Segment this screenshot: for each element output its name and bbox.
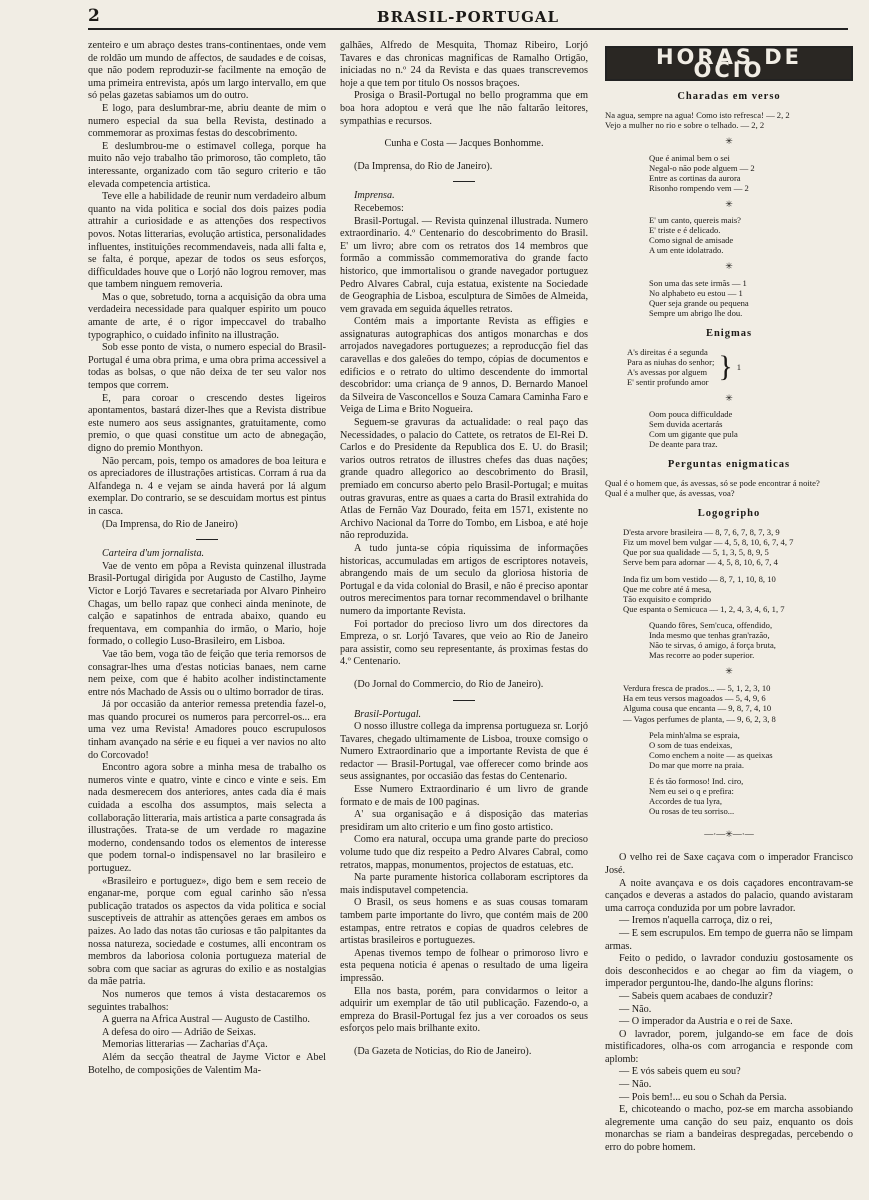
paragraph: Nos numeros que temos á vista destacaremos os seguintes trabalhos: (88, 988, 326, 1013)
logogripho-block-4 (605, 683, 853, 724)
paragraph: Sob esse ponto de vista, o numero especial do Brasil-Portugal é uma obra prima, e uma obra prima accessivel a todas as bolsas, o que não deixa de ter seu valor nos tempos que correm. (88, 342, 326, 392)
paragraph: E logo, para deslumbrar-me, abriu deante de mim o numero especial da sua bella Revista, destinado a commemorar as proximas festas do descobrimento. (88, 102, 326, 140)
paragraph: Como era natural, occupa uma grande parte do precioso volume tudo que diz respeito a Pedro Alvares Cabral, como retratos, mappas, monumentos, projectos de estatuas, etc. (340, 834, 588, 871)
puzzle-line: Ou rosas de teu sorriso... (649, 805, 735, 816)
puzzle-line: Inda mesmo que tenhas gran'razão, (649, 630, 770, 641)
brace-icon: } (718, 349, 733, 383)
puzzle-line: Não te sirvas, ó amigo, á força bruta, (649, 640, 776, 651)
paragraph: Teve elle a habilidade de reunir num verdadeiro album quanto na vida politica e social dos dois paizes podia attrahir a curiosidade e as attenções dos respectivos povos. Notas litterarias, evolução artistica, personalidades influentes, instituições recommendaveis, nada alli falta e, se falta, é porque, apezar de todos os seus esforços, difficuldades houve que o Lorjó não logrou remover, mas que tambem ninguem removeria. (88, 191, 326, 291)
paragraph: Não percam, pois, tempo os amadores de boa leitura e os apreciadores de illustrações artisticas. Corram á rua da Alfandega n. 4 e vejam se ainda haverá por lá algum exemplar. Do contrario, se se descuidam mortus est pintus in casca. (88, 455, 326, 517)
puzzle-line: A's direitas é a segunda (627, 346, 708, 357)
puzzle-line: Como signal de amisade (649, 235, 734, 246)
story-paragraph: — Não. (619, 1003, 652, 1015)
column-middle (340, 40, 588, 1059)
puzzle-line: Accordes de tua lyra, (649, 795, 723, 806)
paragraph: Mas o que, sobretudo, torna a acquisição da obra uma verdadeira necessidade para qualquer espirito um pouco amante de arte, é o rigor impeccavel do trabalho typographico, o cuidado infinito na illustração. (88, 291, 326, 341)
story-paragraph: — Sabeis quem acabaes de conduzir? (619, 990, 773, 1002)
puzzle-line: E és tão formoso! Ind. ciro, (649, 775, 744, 786)
paragraph: Contém mais a importante Revista as effigies e assignaturas autographicas dos antigos monarchas e dos arrojados navegadores portuguezes; a reproducção fiel das caravellas e dos galeões do tempo, cópias de documentos e edificios e o retrato do ultimo descendente do immortal descobridor: uma criança de 9 annos, D. Bernardo Manoel da Silveira de Vasconcellos e Souza Camara Caminha Faro e Veiga de Lima e Brito Nogueira. (340, 316, 588, 416)
running-title: BRASIL-PORTUGAL (376, 8, 560, 26)
ornament-divider: —·—✳—·— (704, 828, 754, 839)
divider (453, 181, 475, 182)
paragraph: A guerra na Africa Austral — Augusto de Castilho. (102, 1014, 310, 1026)
puzzle-line: Tão exquisito e comprido (623, 593, 712, 604)
puzzle-line: Negal-o não pode alguem — 2 (649, 162, 755, 173)
story-paragraph: O velho rei de Saxe caçava com o imperador Francisco José. (605, 852, 853, 876)
puzzle-line: No alphabeto eu estou — 1 (649, 287, 743, 298)
puzzle-line: Sempre um abrigo lhe dou. (649, 307, 743, 318)
puzzle-line: Quando fôres, Sem'cuca, offendido, (649, 620, 773, 631)
source-note: (Da Imprensa, do Rio de Janeiro). (354, 160, 493, 172)
enigmas-heading: Enigmas (705, 327, 753, 339)
puzzle-line: Inda fiz um bom vestido — 8, 7, 1, 10, 8, 10 (623, 573, 776, 584)
puzzle-line: D'esta arvore brasileira — 8, 7, 6, 7, 8, 7, 3, 9 (623, 526, 780, 537)
puzzle-line: A's avessas por alguem (627, 366, 708, 377)
puzzle-line: Son uma das sete irmãs — 1 (649, 277, 747, 288)
perguntas-heading: Perguntas enigmaticas (667, 459, 791, 471)
section-heading: Imprensa. (354, 190, 395, 202)
paragraph: Vae de vento em pôpa a Revista quinzenal illustrada Brasil-Portugal dirigida por Augusto de Castilho, Jayme Victor e Lorjó Tavares e secretariada por Alvaro Pinheiro Chagas, um bello rapaz que conheci ainda meninote, de calção e sapatinhos de entrada abaixo, quando eu frequentava, em companhia do irmão, o Mario, hoje formado, o collegio Luso-Brasileiro, em Lisboa. (88, 560, 326, 648)
puzzle-line: Qual é o homem que, ás avessas, só se pode encontrar á noite? (605, 477, 820, 488)
story-paragraph: O lavrador, porem, julgando-se em face de dois mistificadores, olha-os com arrogancia e responde com aplomb: (605, 1028, 853, 1065)
puzzle-line: Pela minh'alma se espraia, (649, 729, 740, 740)
paragraph: Na parte puramente historica collaboram escriptores da mais indisputavel competencia. (340, 872, 588, 896)
paragraph: Vae tão bem, voga tão de feição que teria remorsos de consagrar-lhes uma d'estas noticias banaes, nem carne nem peixe, com que é habito acolher indistinctamente entre nós Machado de Assis ou o ultimo borrador de tiras. (88, 648, 326, 698)
puzzle-line: Oom pouca difficuldade (649, 409, 733, 420)
paragraph: Brasil-Portugal. — Revista quinzenal illustrada. Numero extraordinario. 4.º Centenario do descobrimento do Brasil. E' um livro; abre com os retratos dos 14 membros que formão a commissão commemorativa do grande facto historico, que immortalisou o grande navegador portuguez Pedro Alvares Cabral, cuja estatua, existente na Sociedade de Geographia de Lisboa, esculptura de Simões de Almeida, vem gravada em seguida áquelles retratos. (340, 215, 588, 315)
puzzle-line: E' sentir profundo amor (627, 376, 709, 387)
paragraph: Além da secção theatral de Jayme Victor e Abel Botelho, de composições de Valentim Ma- (88, 1051, 326, 1076)
paragraph: E deslumbrou-me o estimavel collega, porque ha muito não vejo trabalho tão primoroso, tão completo, tão interessante, organizado com tão seguro criterio e tão elevada competencia artistica. (88, 140, 326, 190)
source-note: (Do Jornal do Commercio, do Rio de Janeiro). (354, 678, 544, 690)
paragraph: O nosso illustre collega da imprensa portugueza sr. Lorjó Tavares, chegado ultimamente de Lisboa, trouxe comsigo o Numero Extraordinario que a importante Revista de que é redactor — Brasil-Portugal, vae offerecer como brinde aos seus assignantes, por occasião das festas do Centenario. (340, 721, 588, 783)
story-paragraph: — O imperador da Austria e o rei de Saxe. (619, 1016, 793, 1028)
perguntas-list (605, 478, 853, 498)
logogripho-block-5 (605, 730, 853, 770)
puzzle-line: O som de tuas endeixas, (649, 739, 733, 750)
puzzle-line: Nem eu sei o q e prefira: (649, 785, 734, 796)
logogripho-heading: Logogripho (697, 508, 761, 520)
paragraph: Foi portador do precioso livro um dos directores da Empreza, o sr. Lorjó Tavares, que veio ao Rio de Janeiro para assistir, como seu representante, ás proximas festas do 4.º Centenario. (340, 618, 588, 668)
column-right (605, 40, 853, 1155)
puzzle-line: E' um canto, quereis mais? (649, 215, 741, 226)
star-icon: ✳ (725, 136, 733, 147)
star-icon: ✳ (725, 392, 733, 403)
section-heading: Brasil-Portugal. (354, 708, 422, 720)
divider (453, 700, 475, 701)
puzzle-line: E' triste e é delicado. (649, 225, 721, 236)
charadas-heading: Charadas em verso (677, 91, 781, 103)
story-paragraph: Feito o pedido, o lavrador conduziu gostosamente os dois desconhecidos e ao chegar ao fim da viagem, o imperador perguntou-lhe, dando-lhe alguns florins: (605, 953, 853, 990)
charada-2 (605, 153, 853, 193)
paragraph: O Brasil, os seus homens e as suas cousas tomaram tambem parte importante do livro, que contém mais de 200 estampas, entre retratos e copias de quadros celebres de artistas brasileiros e portuguezes. (340, 897, 588, 947)
puzzle-line: Quer seja grande ou pequena (649, 297, 749, 308)
logogripho-block-3 (605, 620, 853, 660)
puzzle-line: De deante para traz. (649, 439, 718, 450)
puzzle-line: Que espanta o Semicuca — 1, 2, 4, 3, 4, 6, 1, 7 (623, 604, 785, 615)
story-paragraph: — E vós sabeis quem eu sou? (619, 1066, 741, 1078)
story-paragraph: E, chicoteando o macho, poz-se em marcha assobiando alegremente uma canção do seu paiz, enquanto os dois monarchas se riam a bandeiras despregadas, percebendo o erro do pobre homem. (605, 1104, 853, 1154)
puzzle-line: Sem duvida acertarás (649, 419, 723, 430)
charada-3 (605, 215, 853, 255)
puzzle-line: Serve bem para adornar — 4, 5, 8, 10, 6, 7, 4 (623, 557, 778, 568)
puzzle-line: Do mar que morre na praia. (649, 759, 744, 770)
puzzle-line: Com um gigante que pula (649, 429, 738, 440)
puzzle-line: Entre as cortinas da aurora (649, 172, 741, 183)
story-paragraph: — Iremos n'aquella carroça, diz o rei, (619, 915, 773, 927)
puzzle-line: Que por sua qualidade — 5, 1, 3, 5, 8, 9, 5 (623, 547, 769, 558)
star-icon: ✳ (725, 198, 733, 209)
paragraph: zenteiro e um abraço destes trans-continentaes, onde vem de roldão um mundo de affectos, de saudades e de coisas, que não podem reproduzir-se facilmente na emoção de uma primeira entrevista, após um largo intervallo, em que só pelas gazetas sabiamos um do outro. (88, 40, 326, 102)
paragraph: «Brasileiro e portuguez», digo bem e sem receio de enganar-me, porque com egual carinho são n'essa publicação tratados os aspectos da vida politica e social susceptiveis de attrahir as attenções geraes em ambos os paizes. Ao lado das notas tão curiosas e tão palpitantes da nossa natureza, sociedade e costumes, alli encontram os membros da laboriosa colonia portugueza material de sobra com que saciar as agruras do exilio e as nostalgias da mãe patria. (88, 875, 326, 988)
charada-4 (605, 278, 853, 318)
paragraph: galhães, Alfredo de Mesquita, Thomaz Ribeiro, Lorjó Tavares e das chronicas magnificas de Ramalho Ortigão, iniciadas no n.º 24 da Revista e das quaes transcrevemos hoje a que tem por titulo Os nossos braçoes. (340, 40, 588, 89)
charada-1 (605, 110, 853, 130)
puzzle-line: Qual é a mulher que, ás avessas, voa? (605, 487, 735, 498)
divider (196, 539, 218, 540)
page-header (88, 6, 848, 30)
paragraph: A defesa do oiro — Adrião de Seixas. (102, 1026, 256, 1038)
enigma-2 (605, 409, 853, 449)
source-note: (Da Imprensa, do Rio de Janeiro) (102, 518, 238, 530)
paragraph: Memorias litterarias — Zacharias d'Aça. (102, 1039, 268, 1051)
puzzle-line: Vejo a mulher no rio e sobre o telhado. — 2, 2 (605, 119, 765, 130)
puzzle-line: A um ente idolatrado. (649, 245, 724, 256)
puzzle-line: Fiz um movel bem vulgar — 4, 5, 8, 10, 6, 7, 4, 7 (623, 536, 794, 547)
story-paragraph: — E sem escrupulos. Em tempo de guerra não se limpam armas. (605, 927, 853, 952)
puzzle-line: Ha em teus versos magoados — 5, 4, 9, 6 (623, 693, 766, 704)
star-icon: ✳ (725, 666, 733, 677)
paragraph: Ella nos basta, porém, para convidarmos o leitor a adquirir um exemplar de tão util publicação. Fazendo-o, a empreza do Brasil-Portugal fez jus a ver coroados os seus esforços pelo mais brilhante exito. (340, 985, 588, 1035)
paragraph: Seguem-se gravuras da actualidade: o real paço das Necessidades, o palacio do Cattete, os retratos de El-Rei D. Carlos e do Presidente da Republica dos E. U. do Brasil; varios outros retratos de illustres chefes das duas nações; grande quadro allegorico ao descobrimento do Brasil, premiado em concurso aberto pelo Brasil-Portugal; e muitas outras gravuras, entre as quaes a carta do Brasil extrahida do Atlas de Fernão Vaz Dourado, feita em 1571, existente no Archivo Nacional da Torre do Tombo, em Lisboa, e até hoje não reproduzida. (340, 417, 588, 542)
paragraph: A' sua organisação e á disposição das materias presidiram um alto criterio e um fino gosto artistico. (340, 809, 588, 833)
column-left (88, 40, 326, 1077)
story-paragraph: A noite avançava e os dois caçadores encontravam-se cançados e deveras a astados do palacio, quando avistaram uma carroça conduzida por um pobre lavrador. (605, 877, 853, 914)
puzzle-line: Verdura fresca de prados... — 5, 1, 2, 3, 10 (623, 682, 771, 693)
enigma-answer: 1 (736, 361, 742, 372)
section-heading: Carteira d'um jornalista. (102, 548, 205, 560)
paragraph: Prosiga o Brasil-Portugal no bello programma que em boa hora adoptou e verá que lhe não faltarão leitores, sympathias e recursos. (340, 90, 588, 127)
page-number: 2 (88, 6, 100, 26)
puzzle-line: Mas recorre ao poder superior. (649, 650, 755, 661)
source-note: (Da Gazeta de Noticias, do Rio de Janeiro). (354, 1045, 532, 1057)
paragraph: Esse Numero Extraordinario é um livro de grande formato e de mais de 100 paginas. (340, 784, 588, 808)
paragraph: E, para coroar o crescendo destes ligeiros apontamentos, bastará dizer-lhes que a Revista distribue este numero aos seus assignantes, gratuitamente, como premio, o que quasi constitue um acto de abnegação, digno do premio Monthyon. (88, 392, 326, 454)
logogripho-block-6 (605, 776, 853, 816)
puzzle-line: Que me cobre até á mesa, (623, 583, 712, 594)
puzzle-line: Na agua, sempre na agua! Como isto refresca! — 2, 2 (605, 109, 790, 120)
paragraph: Recebemos: (354, 202, 404, 214)
paragraph: Já por occasião da anterior remessa pretendia fazel-o, mas quando procurei os numeros para percorrel-os... era uma vez uma Revista! Amadores pouco escrupulosos tinham avançado na série e eu fiquei a ver navios no alto do Corcovado! (88, 699, 326, 761)
section-banner (605, 46, 853, 81)
banner-title: HORAS DE OCIO (605, 46, 853, 81)
paragraph: Encontro agora sobre a minha mesa de trabalho os numeros vinte e quatro, vinte e cinco e vinte e seis. Em nada desmerecem dos anteriores, antes cada dia é mais cuidada a escolha dos assumptos, mais selecta a collaboração litteraria, mais artistica a parte consagrada ás illustrações. Trata-se de um verdade ro magazine moderno, condensando todos os elementos de interesse que podem tornal-o indispensavel no lar brasileiro e portuguez. (88, 762, 326, 874)
story-paragraph: — Pois bem!... eu sou o Schah da Persia. (619, 1091, 787, 1103)
puzzle-line: Que é animal bem o sei (649, 152, 730, 163)
paragraph: A tudo junta-se cópia riquissima de informações historicas, accumuladas em artigos de escriptores notaveis, abrangendo mais de um seculo da gloriosa historia de Portugal e da vida colonial do Brasil, e não é preciso apontar outros merecimentos para tornar recommendavel o brilhante numero da importante Revista. (340, 542, 588, 617)
puzzle-line: Alguma cousa que encanta — 9, 8, 7, 4, 10 (623, 703, 772, 714)
paragraph: Apenas tivemos tempo de folhear o primoroso livro e esta pequena noticia é apenas o resultado de uma ligeira impressão. (340, 947, 588, 984)
puzzle-line: Risonho rompendo vem — 2 (649, 182, 749, 193)
enigma-1 (605, 347, 853, 387)
story-paragraph: — Não. (619, 1079, 652, 1091)
logogripho-block-1 (605, 527, 853, 568)
star-icon: ✳ (725, 261, 733, 272)
puzzle-line: Para as niuhas do senhor; (627, 356, 715, 367)
signature: Cunha e Costa — Jacques Bonhomme. (384, 138, 544, 150)
puzzle-line: — Vagos perfumes de planta, — 9, 6, 2, 3, 8 (623, 713, 776, 724)
logogripho-block-2 (605, 574, 853, 615)
puzzle-line: Como enchem a noite — as queixas (649, 749, 773, 760)
